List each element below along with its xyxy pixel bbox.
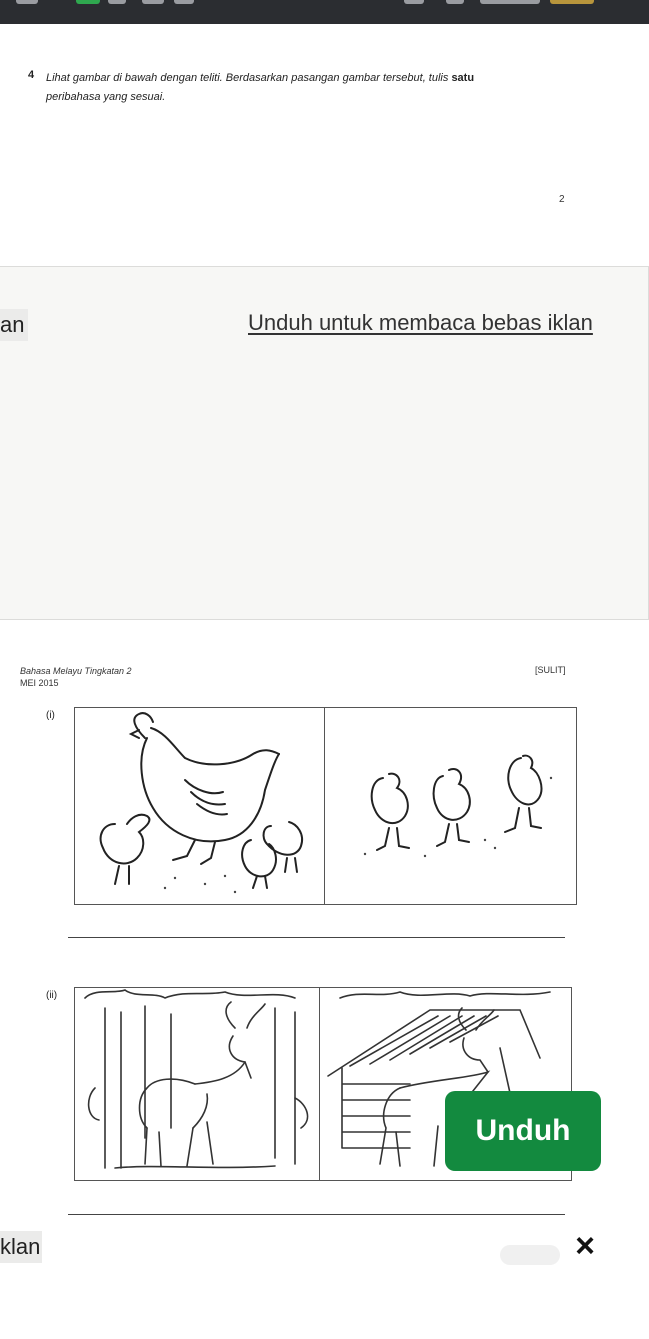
signal-bars-icon [480, 0, 540, 4]
hen-illustration [75, 708, 325, 904]
header-classification: [SULIT] [535, 665, 566, 675]
question-text-after: peribahasa yang sesuai. [46, 91, 166, 103]
download-button[interactable]: Unduh [445, 1091, 601, 1171]
status-icon [108, 0, 126, 4]
status-icon [16, 0, 38, 4]
status-bar [0, 0, 649, 24]
chicks-illustration [325, 708, 576, 904]
close-icon[interactable]: × [575, 1227, 595, 1265]
deer-forest-illustration [75, 988, 320, 1180]
status-icon [174, 0, 194, 4]
item-label: (ii) [46, 990, 58, 1001]
bottom-ad-tag [0, 1231, 42, 1263]
header-subject: Bahasa Melayu Tingkatan 2 [20, 666, 132, 676]
signal-icon [446, 0, 464, 4]
battery-icon [550, 0, 594, 4]
answer-line [68, 937, 565, 938]
ad-tag [0, 309, 28, 341]
question-bold-word: satu [451, 72, 475, 84]
download-ad-free-link[interactable]: Unduh untuk membaca bebas iklan [248, 310, 593, 335]
document-header [20, 665, 132, 689]
status-icon [142, 0, 164, 4]
wifi-icon [404, 0, 424, 4]
deer-in-forest-picture [74, 987, 321, 1181]
page-number: 2 [559, 194, 565, 205]
question-text-before: Lihat gambar di bawah dengan teliti. Berdasarkan pasangan gambar tersebut, tulis [46, 72, 449, 84]
question-text [46, 69, 561, 107]
ghost-placeholder [500, 1245, 560, 1265]
ad-tag-label: an [0, 312, 25, 337]
bottom-ad-tag-label: klan [0, 1234, 41, 1259]
status-icon [76, 0, 100, 4]
answer-line [68, 1214, 565, 1215]
question-number: 4 [28, 69, 35, 81]
chicks-picture [324, 707, 577, 905]
header-date: MEI 2015 [20, 678, 59, 688]
hen-and-chicks-picture [74, 707, 326, 905]
item-label: (i) [46, 710, 55, 721]
